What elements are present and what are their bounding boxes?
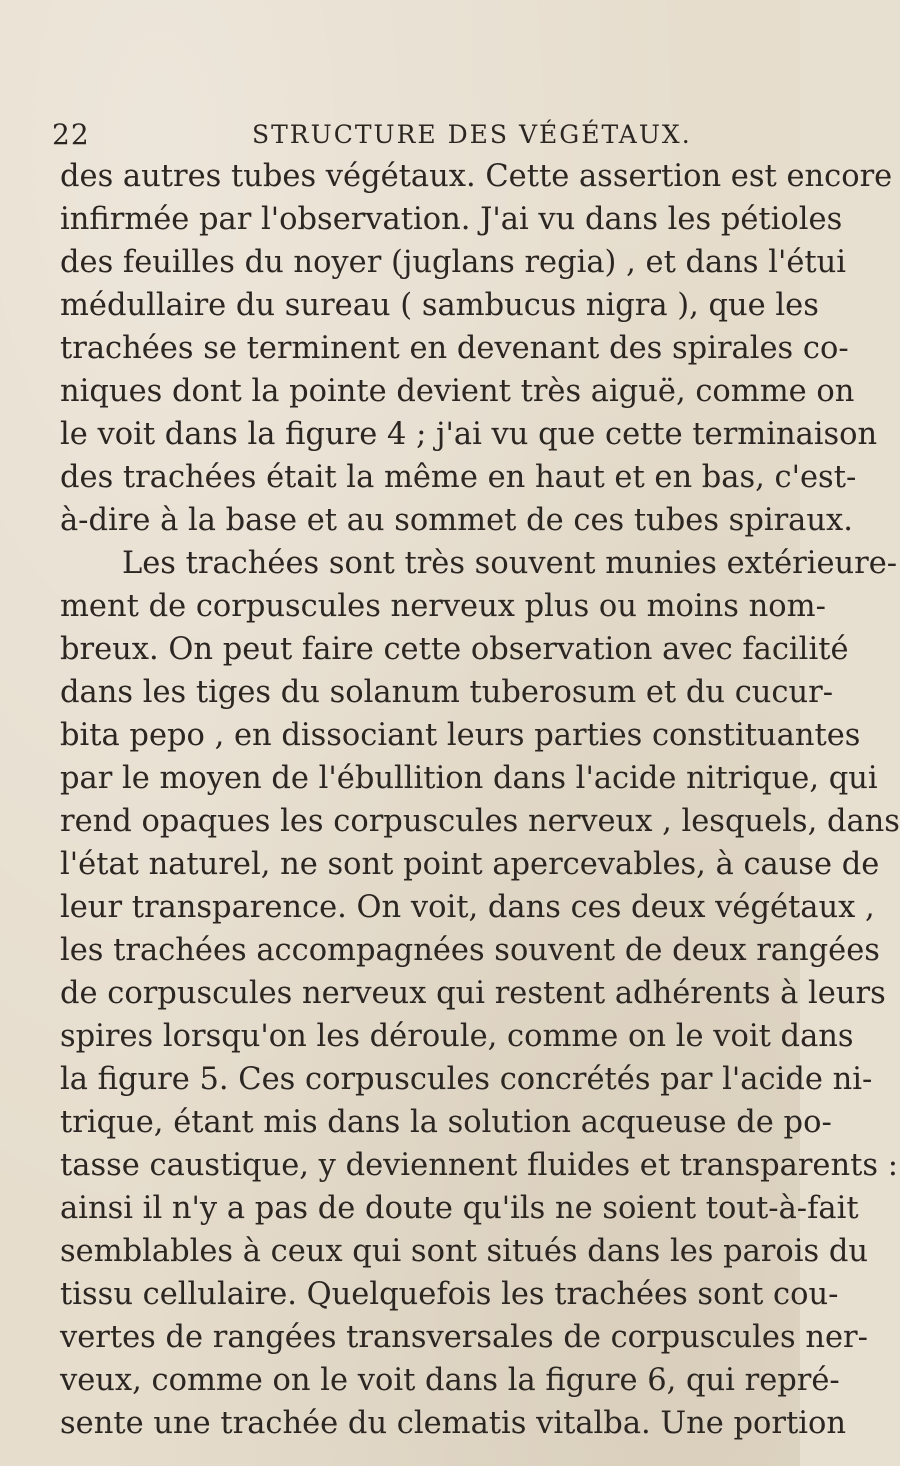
text-line: l'état naturel, ne sont point apercevables, à cause de: [60, 847, 880, 882]
text-line: les trachées accompagnées souvent de deux rangées: [60, 933, 880, 968]
page-number: 22: [52, 118, 90, 151]
text-line: ainsi il n'y a pas de doute qu'ils ne soient tout-à-fait: [60, 1191, 859, 1226]
text-line: sente une trachée du clematis vitalba. Une portion: [60, 1406, 846, 1441]
text-line: à-dire à la base et au sommet de ces tubes spiraux.: [60, 503, 853, 538]
text-line: des feuilles du noyer (juglans regia) , et dans l'étui: [60, 245, 847, 280]
text-line: niques dont la pointe devient très aiguë, comme on: [60, 374, 855, 409]
text-line: tissu cellulaire. Quelquefois les trachées sont cou-: [60, 1277, 839, 1312]
text-line: Les trachées sont très souvent munies extérieure-: [122, 546, 898, 581]
text-line: médullaire du sureau ( sambucus nigra ), que les: [60, 288, 819, 323]
text-line: rend opaques les corpuscules nerveux , lesquels, dans: [60, 804, 900, 839]
text-line: trachées se terminent en devenant des spirales co-: [60, 331, 849, 366]
text-line: dans les tiges du solanum tuberosum et du cucur-: [60, 675, 834, 710]
text-line: des autres tubes végétaux. Cette assertion est encore: [60, 159, 893, 194]
text-line: breux. On peut faire cette observation avec facilité: [60, 632, 849, 667]
text-line: spires lorsqu'on les déroule, comme on le voit dans: [60, 1019, 854, 1054]
text-line: des trachées était la même en haut et en bas, c'est-: [60, 460, 857, 495]
text-line: vertes de rangées transversales de corpuscules ner-: [60, 1320, 868, 1355]
text-line: le voit dans la figure 4 ; j'ai vu que cette terminaison: [60, 417, 878, 452]
running-head: [52, 118, 752, 158]
text-line: ment de corpuscules nerveux plus ou moins nom-: [60, 589, 826, 624]
text-line: de corpuscules nerveux qui restent adhérents à leurs: [60, 976, 886, 1011]
text-line: leur transparence. On voit, dans ces deux végétaux ,: [60, 890, 875, 925]
text-line: la figure 5. Ces corpuscules concrétés par l'acide ni-: [60, 1062, 873, 1097]
text-line: infirmée par l'observation. J'ai vu dans les pétioles: [60, 202, 843, 237]
text-line: semblables à ceux qui sont situés dans les parois du: [60, 1234, 869, 1269]
text-line: tasse caustique, y deviennent fluides et transparents :: [60, 1148, 898, 1183]
running-title: STRUCTURE DES VÉGÉTAUX.: [252, 120, 692, 149]
text-line: veux, comme on le voit dans la figure 6, qui repré-: [60, 1363, 840, 1398]
text-line: par le moyen de l'ébullition dans l'acide nitrique, qui: [60, 761, 878, 796]
text-line: trique, étant mis dans la solution acqueuse de po-: [60, 1105, 832, 1140]
text-line: bita pepo , en dissociant leurs parties constituantes: [60, 718, 861, 753]
